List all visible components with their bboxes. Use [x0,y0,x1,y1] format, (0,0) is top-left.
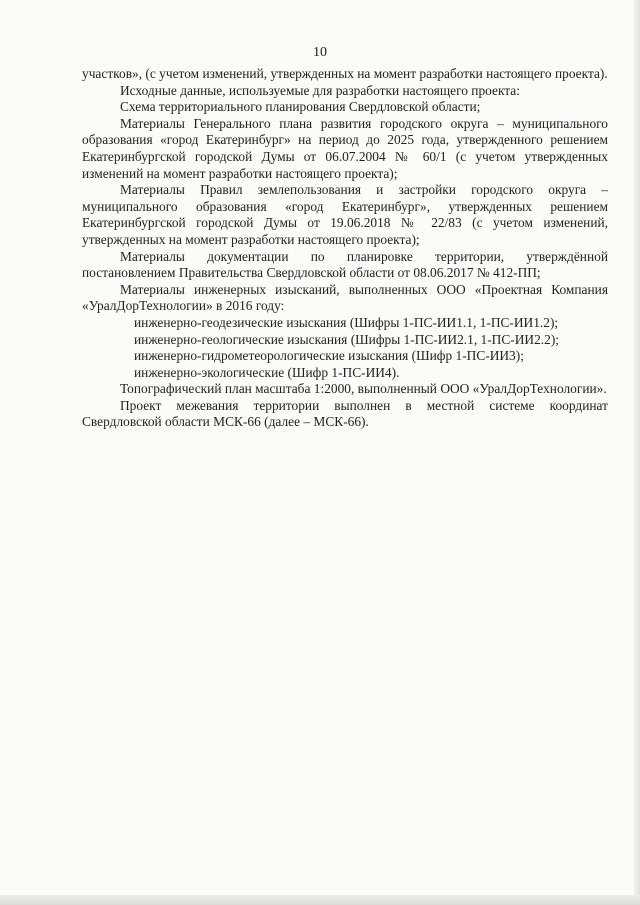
paragraph-territorial-scheme: Схема территориального планирования Свердловской области; [120,99,481,115]
page-edge-bottom [0,895,640,905]
list-item-geodetic: инженерно-геодезические изыскания (Шифры 1-ПС-ИИ1.1, 1-ПС-ИИ1.2); [134,314,559,330]
paragraph-coordinate-system: Проект межевания территории выполнен в местной системе координат Свердловской области МСК-66 (далее – МСК-66). [82,397,608,430]
list-item-geological: инженерно-геологические изыскания (Шифры 1-ПС-ИИ2.1, 1-ПС-ИИ2.2); [134,331,560,347]
paragraph-source-data-intro: Исходные данные, используемые для разработки настоящего проекта: [120,82,520,98]
page-number: 10 [313,45,327,60]
page-edge-right [634,0,640,905]
document-body [82,66,608,431]
paragraph-planning-documentation: Материалы документации по планировке территории, утверждённой постановлением Правительства Свердловской области от 08.06.2017 № 412-ПП; [82,248,608,281]
paragraph-topographic-plan: Топографический план масштаба 1:2000, выполненный ООО «УралДорТехнологии». [120,381,607,397]
paragraph-land-use-rules: Материалы Правил землепользования и застройки городского округа – муниципального образования «город Екатеринбург», утвержденных решением Екатеринбургской городской Думы от 19.06.2018 № 22/83 (с учетом изменений, утвержденных на момент разработки настоящего проекта); [82,182,608,247]
paragraph-engineering-surveys: Материалы инженерных изысканий, выполненных ООО «Проектная Компания «УралДорТехнологии» в 2016 году: [82,281,608,314]
list-item-ecological: инженерно-экологические (Шифр 1-ПС-ИИ4). [134,364,400,380]
paragraph-continuation: участков», (с учетом изменений, утвержденных на момент разработки настоящего проекта). [82,66,608,81]
list-item-hydrometeorological: инженерно-гидрометеорологические изыскания (Шифр 1-ПС-ИИ3); [134,348,524,364]
paragraph-general-plan: Материалы Генерального плана развития городского округа – муниципального образования «город Екатеринбург» на период до 2025 года, утвержденного решением Екатеринбургской городской Думы от 06.07.2004 № 60/1 (с учетом утвержденных изменений на момент разработки настоящего проекта); [82,115,608,181]
